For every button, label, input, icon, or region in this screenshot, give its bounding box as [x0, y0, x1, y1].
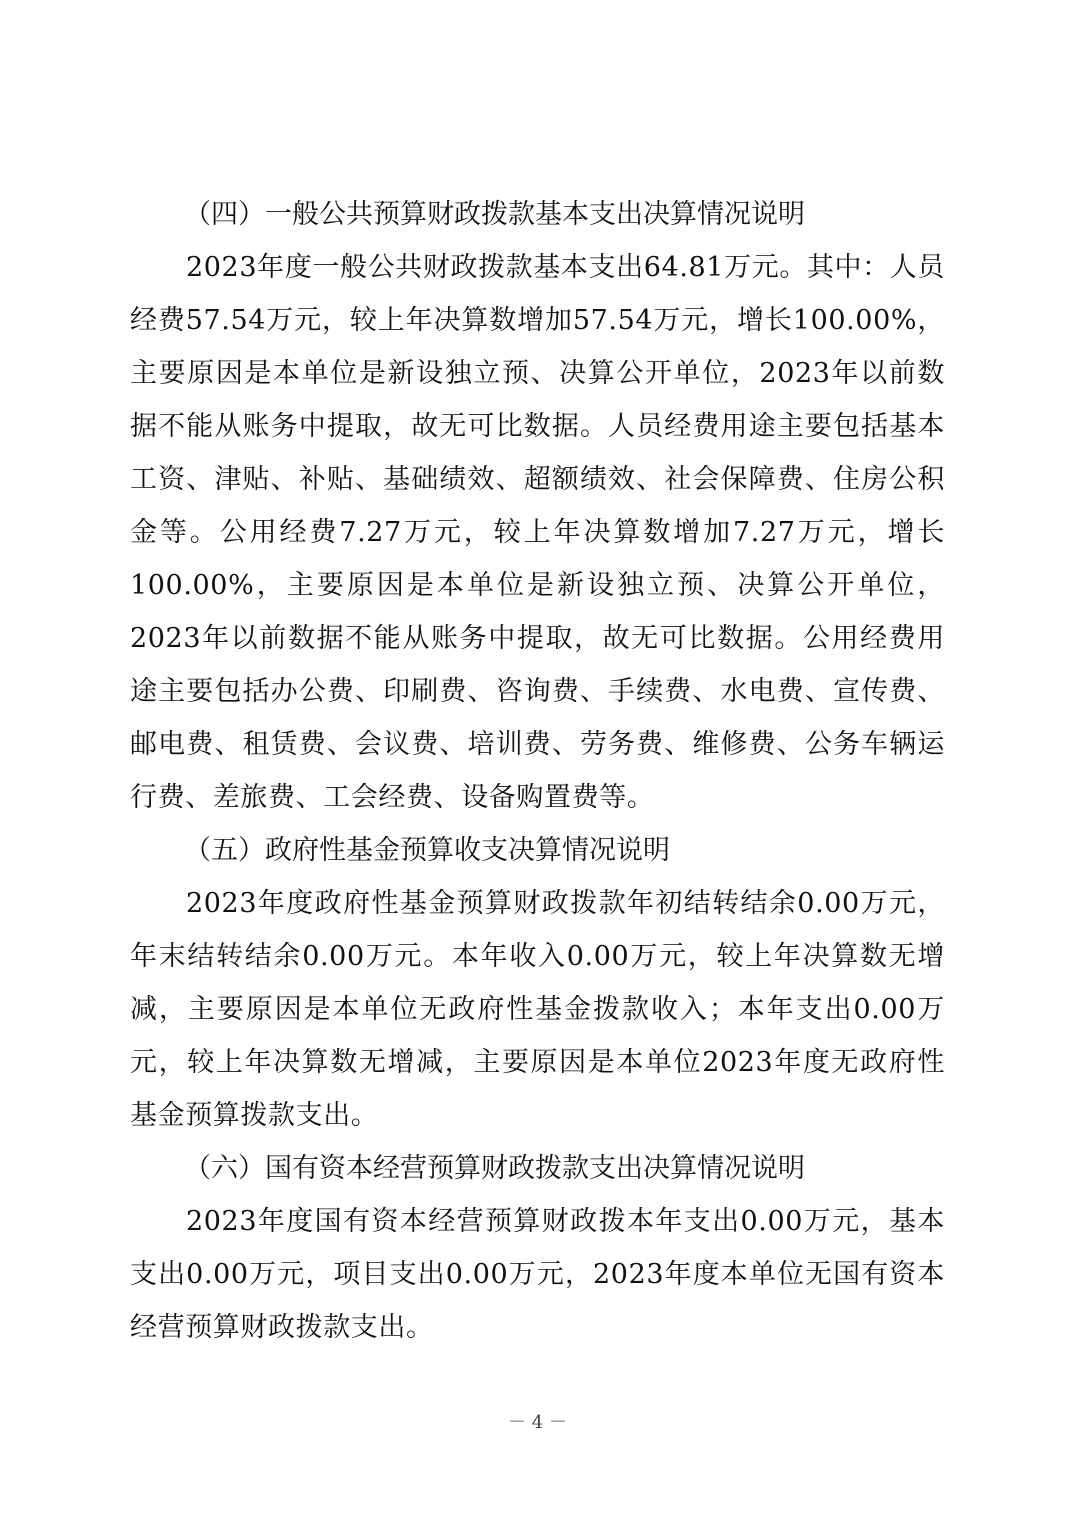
page-number: － 4 －: [508, 1412, 567, 1433]
section-paragraph-5: 2023年度政府性基金预算财政拨款年初结转结余0.00万元，年末结转结余0.00万元。本年收入0.00万元，较上年决算数无增减，主要原因是本单位无政府性基金拨款收入；本年支出0.00万元，较上年决算数无增减，主要原因是本单位2023年度无政府性基金预算拨款支出。: [130, 888, 945, 1131]
section-heading-4: （四）一般公共预算财政拨款基本支出决算情况说明: [184, 199, 805, 230]
section-paragraph-4: 2023年度一般公共财政拨款基本支出64.81万元。其中：人员经费57.54万元，较上年决算数增加57.54万元，增长100.00%，主要原因是本单位是新设独立预、决算公开单位，2023年以前数据不能从账务中提取，故无可比数据。人员经费用途主要包括基本工资、津贴、补贴、基础绩效、超额绩效、社会保障费、住房公积金等。公用经费7.27万元，较上年决算数增加7.27万元，增长100.00%，主要原因是本单位是新设独立预、决算公开单位，2023年以前数据不能从账务中提取，故无可比数据。公用经费用途主要包括办公费、印刷费、咨询费、手续费、水电费、宣传费、邮电费、租赁费、会议费、培训费、劳务费、维修费、公务车辆运行费、差旅费、工会经费、设备购置费等。: [130, 252, 945, 813]
section-paragraph-6: 2023年度国有资本经营预算财政拨本年支出0.00万元，基本支出0.00万元，项目支出0.00万元，2023年度本单位无国有资本经营预算财政拨款支出。: [130, 1206, 945, 1343]
section-heading-6: （六）国有资本经营预算财政拨款支出决算情况说明: [184, 1153, 805, 1184]
document-page: [130, 188, 945, 1354]
section-heading-5: （五）政府性基金预算收支决算情况说明: [184, 835, 670, 866]
